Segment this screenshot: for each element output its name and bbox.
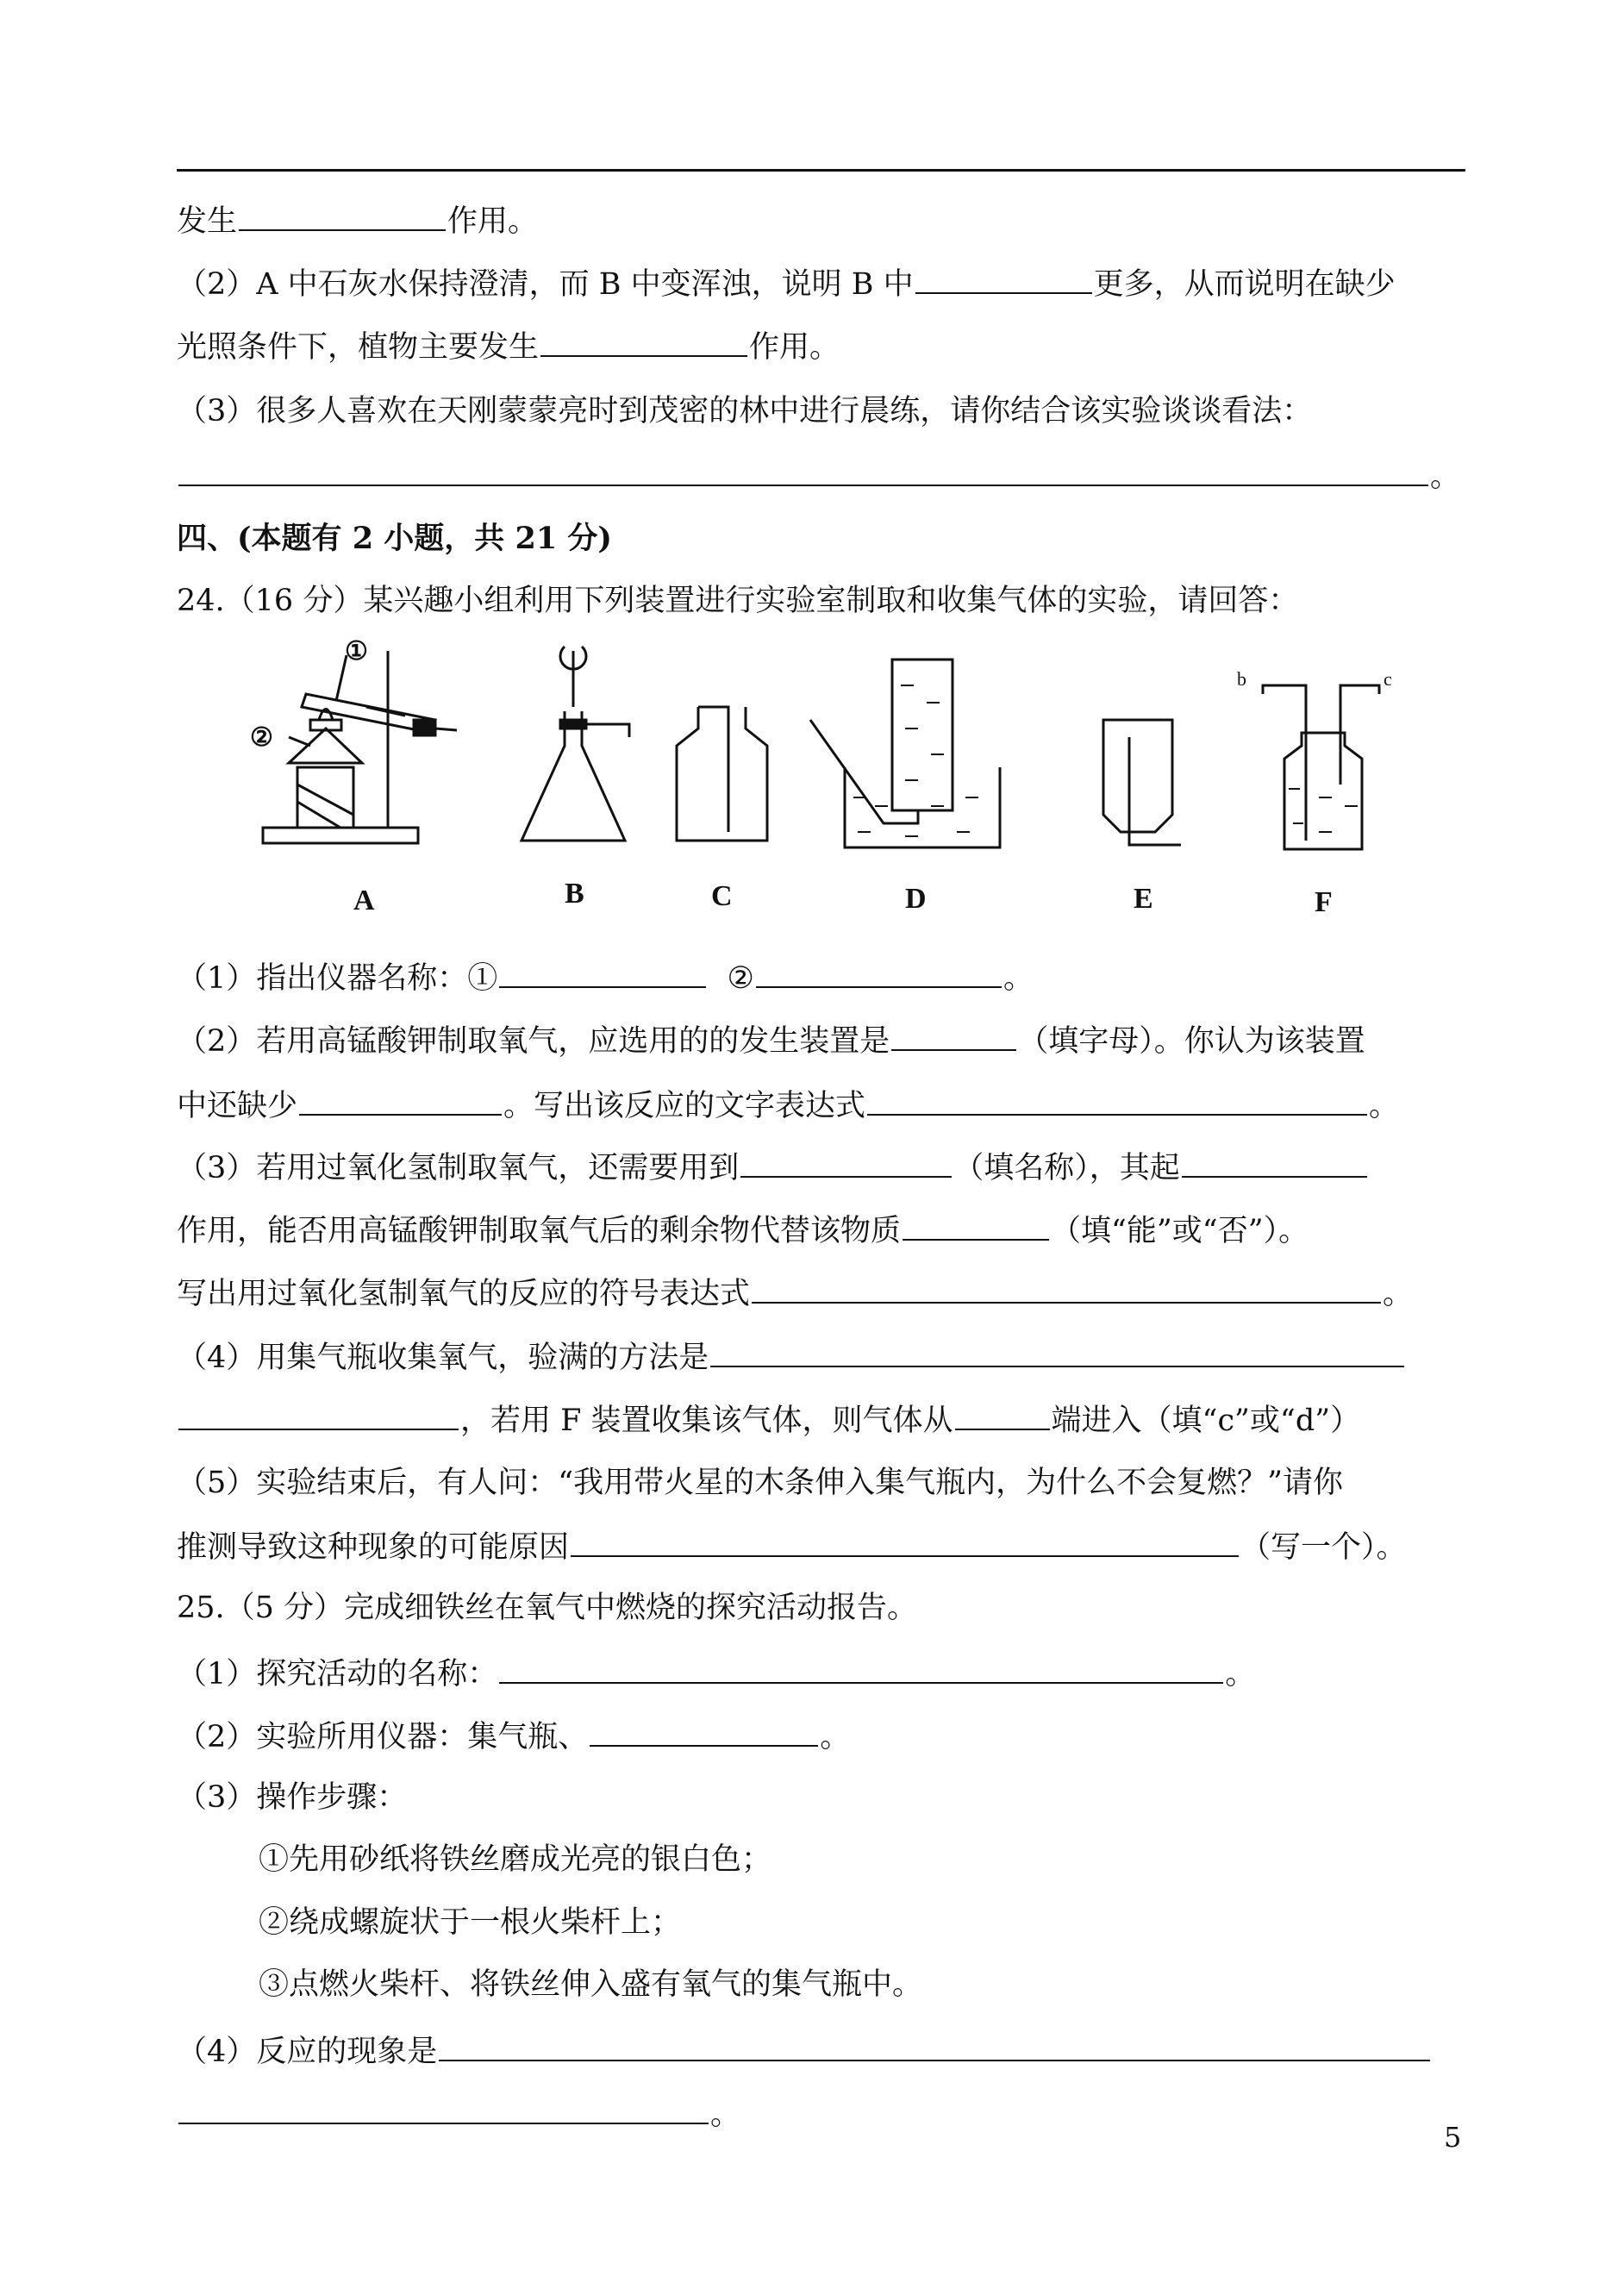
q24-1: （1）指出仪器名称：① ② 。 xyxy=(177,957,1034,997)
answer-blank[interactable] xyxy=(299,1085,502,1116)
apparatus-figure xyxy=(250,634,1422,927)
port-b-label: b xyxy=(1237,668,1246,690)
line-q23-2-cont: 光照条件下，植物主要发生 作用。 xyxy=(177,326,840,366)
q25-3-step-1: ①先用砂纸将铁丝磨成光亮的银白色； xyxy=(259,1842,772,1877)
apparatus-b-icon xyxy=(522,647,629,841)
question-25-stem: 25.（5 分）完成细铁丝在氧气中燃烧的探究活动报告。 xyxy=(177,1591,918,1625)
line-q23-1-end: 发生 作用。 xyxy=(177,200,538,241)
question-24-stem: 24.（16 分）某兴趣小组利用下列装置进行实验室制取和收集气体的实验，请回答： xyxy=(177,584,1299,618)
header-rule xyxy=(177,169,1465,172)
answer-blank[interactable] xyxy=(740,1147,952,1178)
answer-blank[interactable] xyxy=(439,2030,1430,2061)
answer-blank[interactable] xyxy=(756,957,1002,988)
answer-blank[interactable] xyxy=(571,1526,1239,1557)
q25-3: （3）操作步骤： xyxy=(177,1780,408,1815)
port-c-label: c xyxy=(1384,668,1392,690)
apparatus-f-icon xyxy=(1263,685,1379,849)
q24-4-cont: ，若用 F 装置收集该气体，则气体从 端进入（填“c”或“d”） xyxy=(177,1399,1360,1440)
answer-blank[interactable] xyxy=(178,2093,709,2124)
line-q23-3: （3）很多人喜欢在天刚蒙蒙亮时到茂密的林中进行晨练，请你结合该实验谈谈看法： xyxy=(177,394,1313,428)
q25-3-step-3: ③点燃火柴杆、将铁丝伸入盛有氧气的集气瓶中。 xyxy=(259,1967,923,2002)
q24-5: （5）实验结束后，有人问：“我用带火星的木条伸入集气瓶内，为什么不会复燃？”请你 xyxy=(177,1466,1344,1500)
line-q23-2: （2）A 中石灰水保持澄清，而 B 中变浑浊，说明 B 中 更多，从而说明在缺少 xyxy=(177,263,1396,303)
q25-3-step-2: ②绕成螺旋状于一根火柴杆上； xyxy=(259,1905,682,1940)
answer-blank[interactable] xyxy=(891,1020,1016,1051)
apparatus-b-label: B xyxy=(565,878,584,910)
answer-blank[interactable] xyxy=(239,200,446,231)
q24-3: （3）若用过氧化氢制取氧气，还需要用到 （填名称），其起 xyxy=(177,1147,1369,1187)
q25-4-cont: 。 xyxy=(177,2093,740,2134)
q24-2-cont: 中还缺少 。写出该反应的文字表达式 。 xyxy=(177,1085,1399,1125)
line-q23-3-answer: 。 xyxy=(177,455,1460,496)
q25-1: （1）探究活动的名称： 。 xyxy=(177,1653,1255,1693)
apparatus-c-icon xyxy=(677,707,767,841)
answer-blank[interactable] xyxy=(540,326,747,357)
section-heading: 四、(本题有 2 小题，共 21 分) xyxy=(177,521,612,556)
answer-blank[interactable] xyxy=(1182,1147,1367,1178)
answer-blank[interactable] xyxy=(710,1336,1404,1367)
apparatus-c-label: C xyxy=(711,880,733,912)
marker-1-label: ① xyxy=(345,637,368,666)
answer-blank[interactable] xyxy=(915,263,1092,294)
apparatus-d-icon xyxy=(810,660,1000,847)
q24-3-cont: 作用，能否用高锰酸钾制取氧气后的剩余物代替该物质 （填“能”或“否”）。 xyxy=(177,1210,1309,1250)
apparatus-a-label: A xyxy=(353,885,375,916)
q25-2: （2）实验所用仪器：集气瓶、 。 xyxy=(177,1716,850,1756)
answer-blank[interactable] xyxy=(867,1085,1367,1116)
marker-2-label: ② xyxy=(250,723,273,752)
answer-blank[interactable] xyxy=(178,455,1428,486)
q25-4: （4）反应的现象是 xyxy=(177,2030,1432,2071)
apparatus-d-label: D xyxy=(905,883,927,915)
answer-blank[interactable] xyxy=(752,1273,1381,1304)
q24-5-cont: 推测导致这种现象的可能原因 （写一个）。 xyxy=(177,1526,1407,1566)
page-number: 5 xyxy=(1444,2121,1462,2154)
apparatus-f-label: F xyxy=(1315,886,1333,918)
apparatus-a-icon xyxy=(263,651,457,843)
answer-blank[interactable] xyxy=(955,1399,1050,1430)
apparatus-e-label: E xyxy=(1134,883,1153,915)
q24-2: （2）若用高锰酸钾制取氧气，应选用的的发生装置是 （填字母）。你认为该装置 xyxy=(177,1020,1365,1060)
q24-4: （4）用集气瓶收集氧气，验满的方法是 xyxy=(177,1336,1406,1377)
answer-blank[interactable] xyxy=(590,1716,818,1747)
answer-blank[interactable] xyxy=(499,1653,1223,1684)
answer-blank[interactable] xyxy=(903,1210,1049,1241)
apparatus-e-icon xyxy=(1103,720,1181,845)
answer-blank[interactable] xyxy=(178,1399,459,1430)
answer-blank[interactable] xyxy=(499,957,706,988)
q24-3-expr: 写出用过氧化氢制氧气的反应的符号表达式 。 xyxy=(177,1273,1413,1313)
